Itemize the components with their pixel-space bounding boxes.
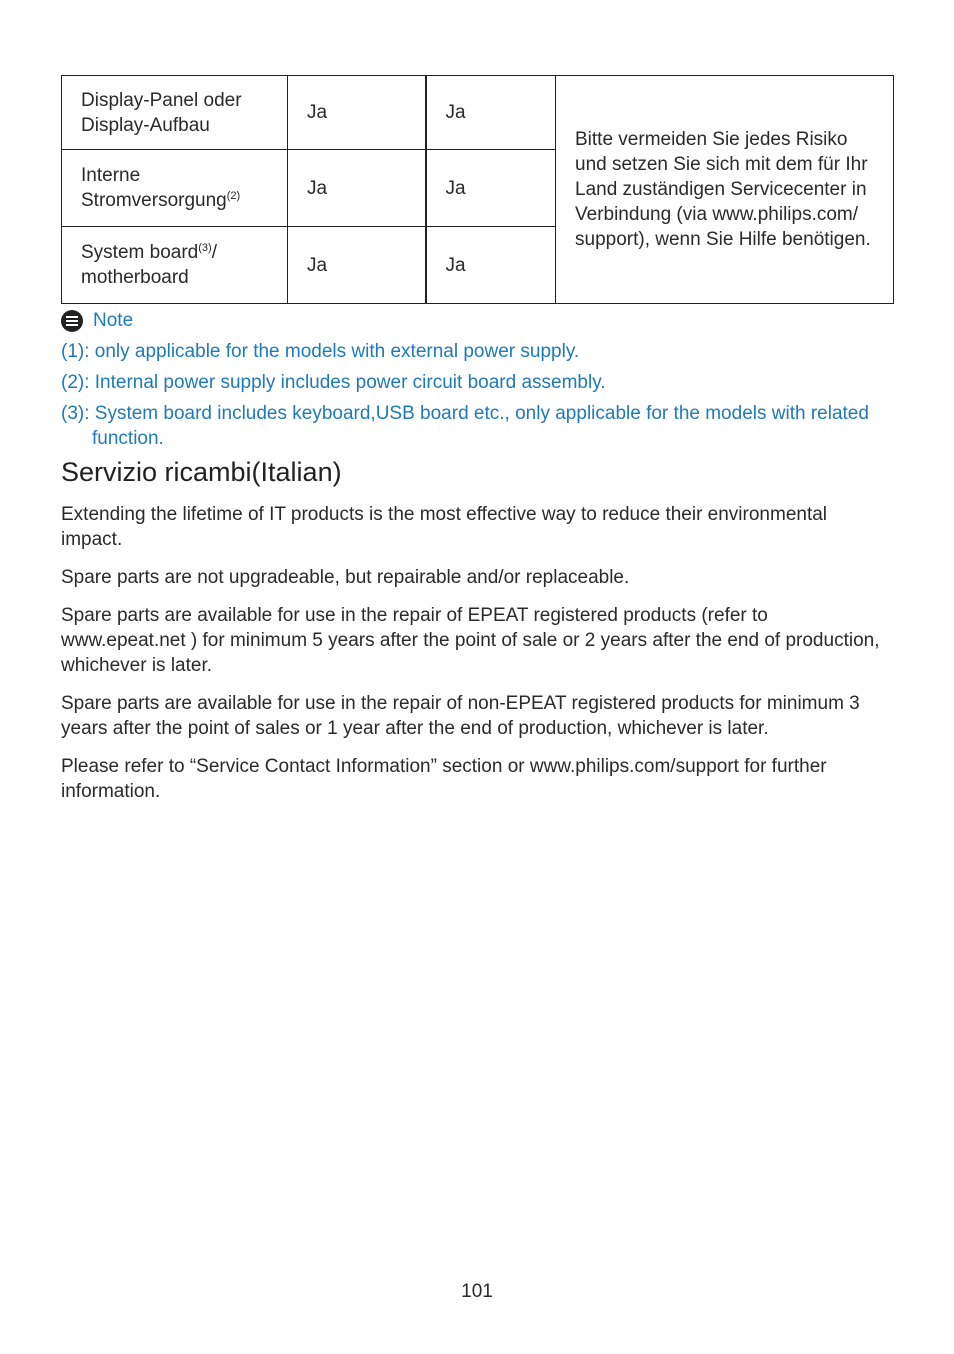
value-cell: Ja <box>288 150 426 227</box>
note-item: (3): System board includes keyboard,USB board etc., only applicable for the models with related function. <box>61 403 869 449</box>
note-icon <box>61 310 83 332</box>
note-title: Note <box>93 310 134 331</box>
part-cell: System board$^{(3)}$/ motherboard <box>62 227 288 304</box>
paragraph: Spare parts are not upgradeable, but repairable and/or replaceable. <box>61 567 630 588</box>
note-header <box>61 308 891 333</box>
page-number: 101 <box>461 1281 493 1302</box>
footnote-ref: (3) <box>198 242 212 254</box>
part-cell: Interne Stromversorgung$^{(2)}$ <box>62 150 288 227</box>
paragraph: Extending the lifetime of IT products is the most effective way to reduce their environmental impact. <box>61 504 828 550</box>
paragraph: Spare parts are available for use in the repair of non-EPEAT registered products for minimum 3 years after the point of sales or 1 year after the end of production, whichever is later. <box>61 693 860 739</box>
value-cell: Ja <box>426 227 556 304</box>
part-cell: Display-Panel oder Display-Aufbau <box>62 76 288 150</box>
comment-cell: Bitte vermeiden Sie jedes Risiko und setzen Sie sich mit dem für Ihr Land zuständigen Servicecenter in Verbindung (via www.philips.com/ support), wenn Sie Hilfe benötigen. <box>556 76 894 304</box>
paragraph: Spare parts are available for use in the repair of EPEAT registered products (refer to www.epeat.net ) for minimum 5 years after the point of sale or 2 years after the end of production, whichever is later. <box>61 605 880 676</box>
value-cell: Ja <box>288 227 426 304</box>
paragraph: Please refer to “Service Contact Information” section or www.philips.com/support for further information. <box>61 756 827 802</box>
value-cell: Ja <box>426 150 556 227</box>
note-item: (2): Internal power supply includes power circuit board assembly. <box>61 372 606 393</box>
spare-parts-table <box>61 75 894 304</box>
value-cell: Ja <box>288 76 426 150</box>
note-item: (1): only applicable for the models with external power supply. <box>61 341 580 362</box>
footnote-ref: (2) <box>226 190 241 202</box>
value-cell: Ja <box>426 76 556 150</box>
section-title: Servizio ricambi(Italian) <box>61 457 342 487</box>
note-block <box>61 308 891 451</box>
table-row <box>62 76 894 150</box>
section-body <box>61 502 893 817</box>
